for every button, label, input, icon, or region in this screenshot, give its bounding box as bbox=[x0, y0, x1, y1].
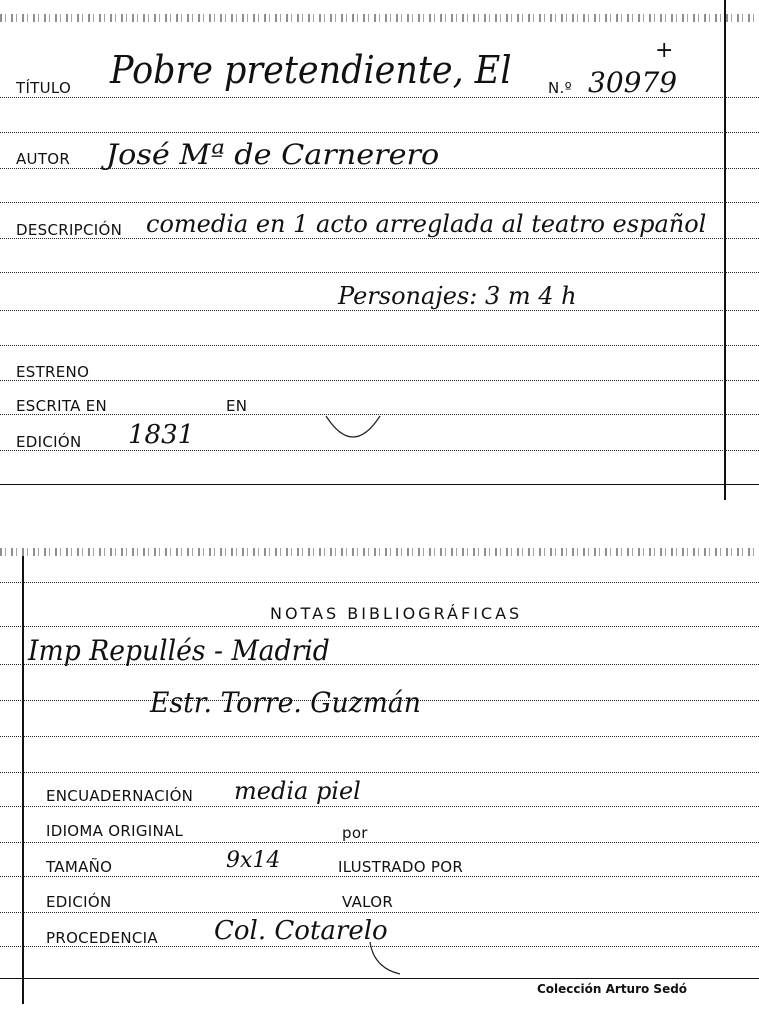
ruled-line bbox=[0, 772, 759, 773]
descripcion-label: DESCRIPCIÓN bbox=[16, 221, 123, 239]
edicion-value: 1831 bbox=[128, 420, 195, 450]
card-right-border bbox=[724, 0, 726, 500]
dagger-mark: + bbox=[655, 38, 674, 63]
card-left-border bbox=[22, 556, 24, 1004]
escrita-en-label: ESCRITA EN bbox=[16, 397, 108, 415]
valor-label: VALOR bbox=[342, 893, 394, 911]
ruled-line bbox=[0, 876, 759, 877]
catalog-card-bottom bbox=[0, 540, 759, 1028]
titulo-label: TÍTULO bbox=[16, 79, 72, 97]
collection-footer: Colección Arturo Sedó bbox=[537, 982, 688, 996]
card-edge bbox=[0, 548, 759, 556]
encuadernacion-label: ENCUADERNACIÓN bbox=[46, 787, 194, 805]
notas-line-1: Imp Repullés - Madrid bbox=[28, 634, 330, 667]
ruled-line bbox=[0, 806, 759, 807]
ruled-line bbox=[0, 450, 759, 451]
notas-title: NOTAS BIBLIOGRÁFICAS bbox=[270, 604, 523, 623]
ruled-line bbox=[0, 272, 759, 273]
pen-flourish-mark bbox=[360, 938, 420, 982]
tamano-value: 9x14 bbox=[226, 848, 281, 873]
ilustrado-label: ILUSTRADO POR bbox=[338, 858, 464, 876]
ruled-line bbox=[0, 626, 759, 627]
ruled-line bbox=[0, 202, 759, 203]
en-label: EN bbox=[226, 397, 248, 415]
descripcion-value: comedia en 1 acto arreglada al teatro español bbox=[146, 210, 707, 238]
edicion-label: EDICIÓN bbox=[16, 433, 82, 451]
autor-label: AUTOR bbox=[16, 150, 71, 168]
catalog-card-top bbox=[0, 0, 759, 500]
numero-value: 30979 bbox=[588, 66, 678, 99]
por-label: por bbox=[342, 824, 368, 842]
tamano-label: TAMAÑO bbox=[46, 858, 113, 876]
autor-value: José Mª de Carnerero bbox=[106, 138, 440, 171]
procedencia-value: Col. Cotarelo bbox=[214, 916, 388, 946]
punch-hole-mark bbox=[318, 396, 388, 446]
idioma-label: IDIOMA ORIGINAL bbox=[46, 822, 184, 840]
ruled-line bbox=[0, 310, 759, 311]
titulo-value: Pobre pretendiente, El bbox=[110, 48, 512, 92]
ruled-line bbox=[0, 380, 759, 381]
ruled-line bbox=[0, 736, 759, 737]
ruled-line bbox=[0, 132, 759, 133]
card-edge bbox=[0, 14, 759, 22]
notas-line-2: Estr. Torre. Guzmán bbox=[150, 686, 421, 719]
ruled-line bbox=[0, 912, 759, 913]
procedencia-label: PROCEDENCIA bbox=[46, 929, 158, 947]
encuadernacion-value: media piel bbox=[234, 777, 361, 805]
ruled-line bbox=[0, 484, 759, 485]
numero-label: N.º bbox=[548, 79, 572, 97]
estreno-label: ESTRENO bbox=[16, 363, 90, 381]
personajes-value: Personajes: 3 m 4 h bbox=[338, 282, 577, 310]
ruled-line bbox=[0, 582, 759, 583]
edicion-label-bottom: EDICIÓN bbox=[46, 893, 112, 911]
ruled-line bbox=[0, 842, 759, 843]
ruled-line bbox=[0, 345, 759, 346]
